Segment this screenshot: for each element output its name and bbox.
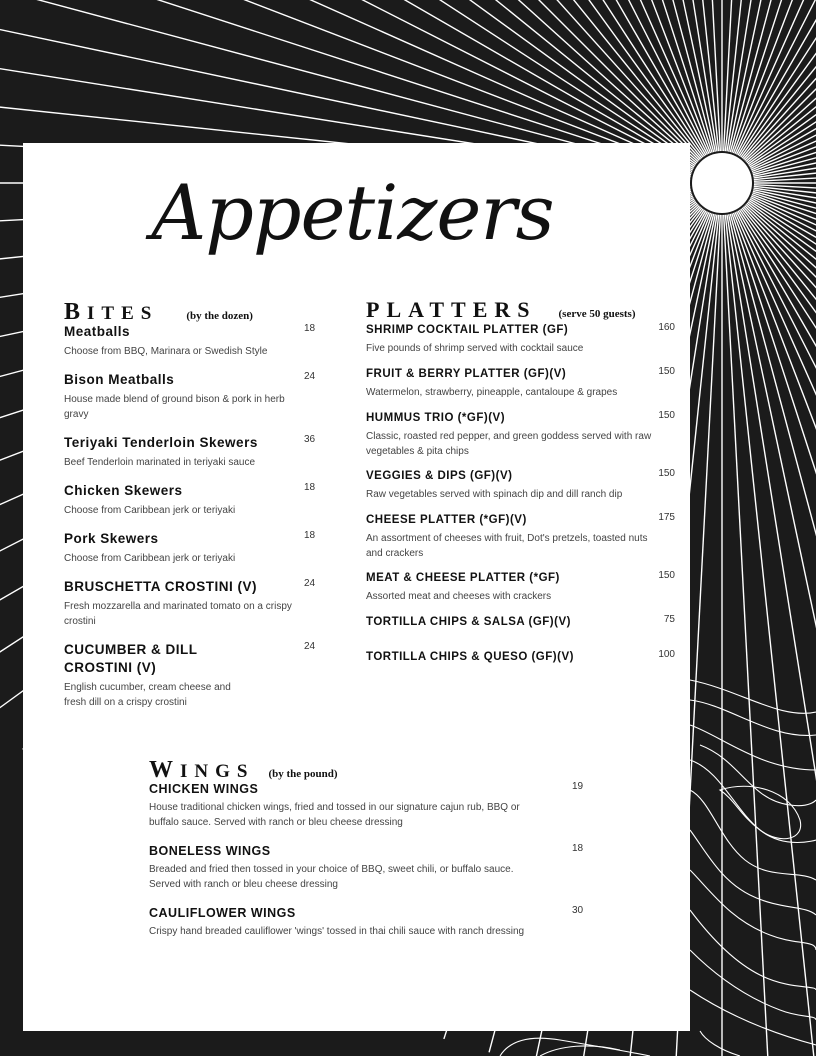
item-name: TORTILLA CHIPS & QUESO (GF)(V) [366,651,574,663]
bites-item [64,482,316,518]
item-price: 19 [572,781,584,792]
bites-heading-cap: B [64,299,88,325]
item-price: 75 [663,614,675,625]
item-name: CHEESE PLATTER (*GF)(V) [366,514,527,526]
item-name: Pork Skewers [64,531,159,546]
bites-item [64,371,316,422]
sunburst-ray [738,211,816,963]
platters-item [366,322,675,356]
item-price: 24 [304,371,316,382]
sunburst-ray [749,200,816,673]
sunburst-ray [751,198,816,592]
sunburst-ray [313,0,707,154]
sunburst-ray [741,209,816,911]
bites-note: (by the dozen) [186,310,253,322]
platters-item [366,570,675,604]
platters-heading-text: PLATTERS [366,297,537,322]
bites-item [64,530,316,566]
bites-item [64,641,316,710]
wings-heading-rest: INGS [180,761,255,782]
sunburst-ray [737,212,816,985]
bites-item [64,323,316,359]
sunburst-ray [754,188,816,324]
item-description: Classic, roasted red pepper, and green goddess served with raw vegetables & pita chips [366,431,652,457]
item-price: 36 [304,434,316,445]
wings-heading [149,757,338,784]
sunburst-ray [754,42,816,178]
item-name: CAULIFLOWER WINGS [149,906,296,920]
platters-item [366,512,675,561]
item-price: 18 [572,843,584,854]
wings-item [149,905,584,939]
wings-note: (by the pound) [268,768,338,780]
item-name: MEAT & CHEESE PLATTER (*GF) [366,572,560,584]
item-name: Bison Meatballs [64,372,175,387]
sunburst-ray [753,191,816,416]
item-description: House made blend of ground bison & pork in herb gravy [64,394,285,420]
item-description: Breaded and fried then tossed in your choice of BBQ, sweet chili, or buffalo sauce. Served with ranch or bleu cheese dressing [149,864,514,890]
sunburst-ray [0,0,694,167]
item-description: Five pounds of shrimp served with cocktail sauce [366,343,584,354]
item-price: 18 [304,323,316,334]
item-name: Teriyaki Tenderloin Skewers [64,435,258,450]
item-description: Choose from BBQ, Marinara or Swedish Style [64,346,268,357]
wings-item [149,781,584,830]
wings-item [149,843,584,892]
item-name: BRUSCHETTA CROSTINI (V) [64,579,257,594]
sunburst-ray [735,212,816,1005]
platters-item [366,410,675,459]
sunburst-ray [23,0,698,163]
item-price: 18 [304,530,316,541]
platters-item [366,614,675,630]
item-description: English cucumber, cream cheese and fresh dill on a crispy crostini [64,682,231,708]
item-description: House traditional chicken wings, fried and tossed in our signature cajun rub, BBQ or buffalo sauce. Served with ranch or bleu cheese dressing [149,802,520,828]
sunburst-ray [737,0,816,154]
item-price: 30 [572,905,584,916]
item-name: CUCUMBER & DILL CROSTINI (V) [64,642,198,675]
menu-title: Appetizers [151,168,554,257]
item-price: 24 [304,578,316,589]
item-price: 150 [658,410,675,421]
platters-heading [366,297,636,323]
item-name: TORTILLA CHIPS & SALSA (GF)(V) [366,616,571,628]
item-name: HUMMUS TRIO (*GF)(V) [366,412,506,424]
item-name: SHRIMP COCKTAIL PLATTER (GF) [366,324,569,336]
platters-item [366,366,675,400]
item-description: Choose from Caribbean jerk or teriyaki [64,553,236,564]
item-name: BONELESS WINGS [149,844,271,858]
item-name: FRUIT & BERRY PLATTER (GF)(V) [366,368,567,380]
item-description: Watermelon, strawberry, pineapple, cantaloupe & grapes [366,387,618,398]
bites-heading [64,299,253,326]
platters-note: (serve 50 guests) [558,308,636,320]
item-description: Raw vegetables served with spinach dip and dill ranch dip [366,489,623,500]
item-description: Beef Tenderloin marinated in teriyaki sauce [64,457,256,468]
item-price: 150 [658,366,675,377]
item-description: Choose from Caribbean jerk or teriyaki [64,505,236,516]
bites-item [64,434,316,470]
sunburst-ray [741,0,816,157]
item-description: Crispy hand breaded cauliflower 'wings' tossed in thai chili sauce with ranch dressing [149,926,525,937]
item-description: Fresh mozzarella and marinated tomato on a crispy crostini [64,601,292,627]
item-price: 160 [658,322,675,333]
item-name: CHICKEN WINGS [149,782,259,796]
item-description: An assortment of cheeses with fruit, Dot's pretzels, toasted nuts and crackers [366,533,648,559]
item-price: 24 [304,641,316,652]
sunburst-ray [732,213,816,1039]
platters-item [366,649,675,665]
item-name: VEGGIES & DIPS (GF)(V) [366,470,513,482]
item-price: 100 [658,649,675,660]
bites-heading-rest: ITES [87,303,159,324]
wings-heading-cap: W [149,757,180,783]
item-price: 150 [658,570,675,581]
bites-item [64,578,316,629]
item-price: 18 [304,482,316,493]
item-price: 175 [658,512,675,523]
item-name: Meatballs [64,324,131,339]
sunburst-ray [156,0,702,158]
item-description: Assorted meat and cheeses with crackers [366,591,552,602]
platters-item [366,468,675,502]
item-name: Chicken Skewers [64,483,183,498]
item-price: 150 [658,468,675,479]
